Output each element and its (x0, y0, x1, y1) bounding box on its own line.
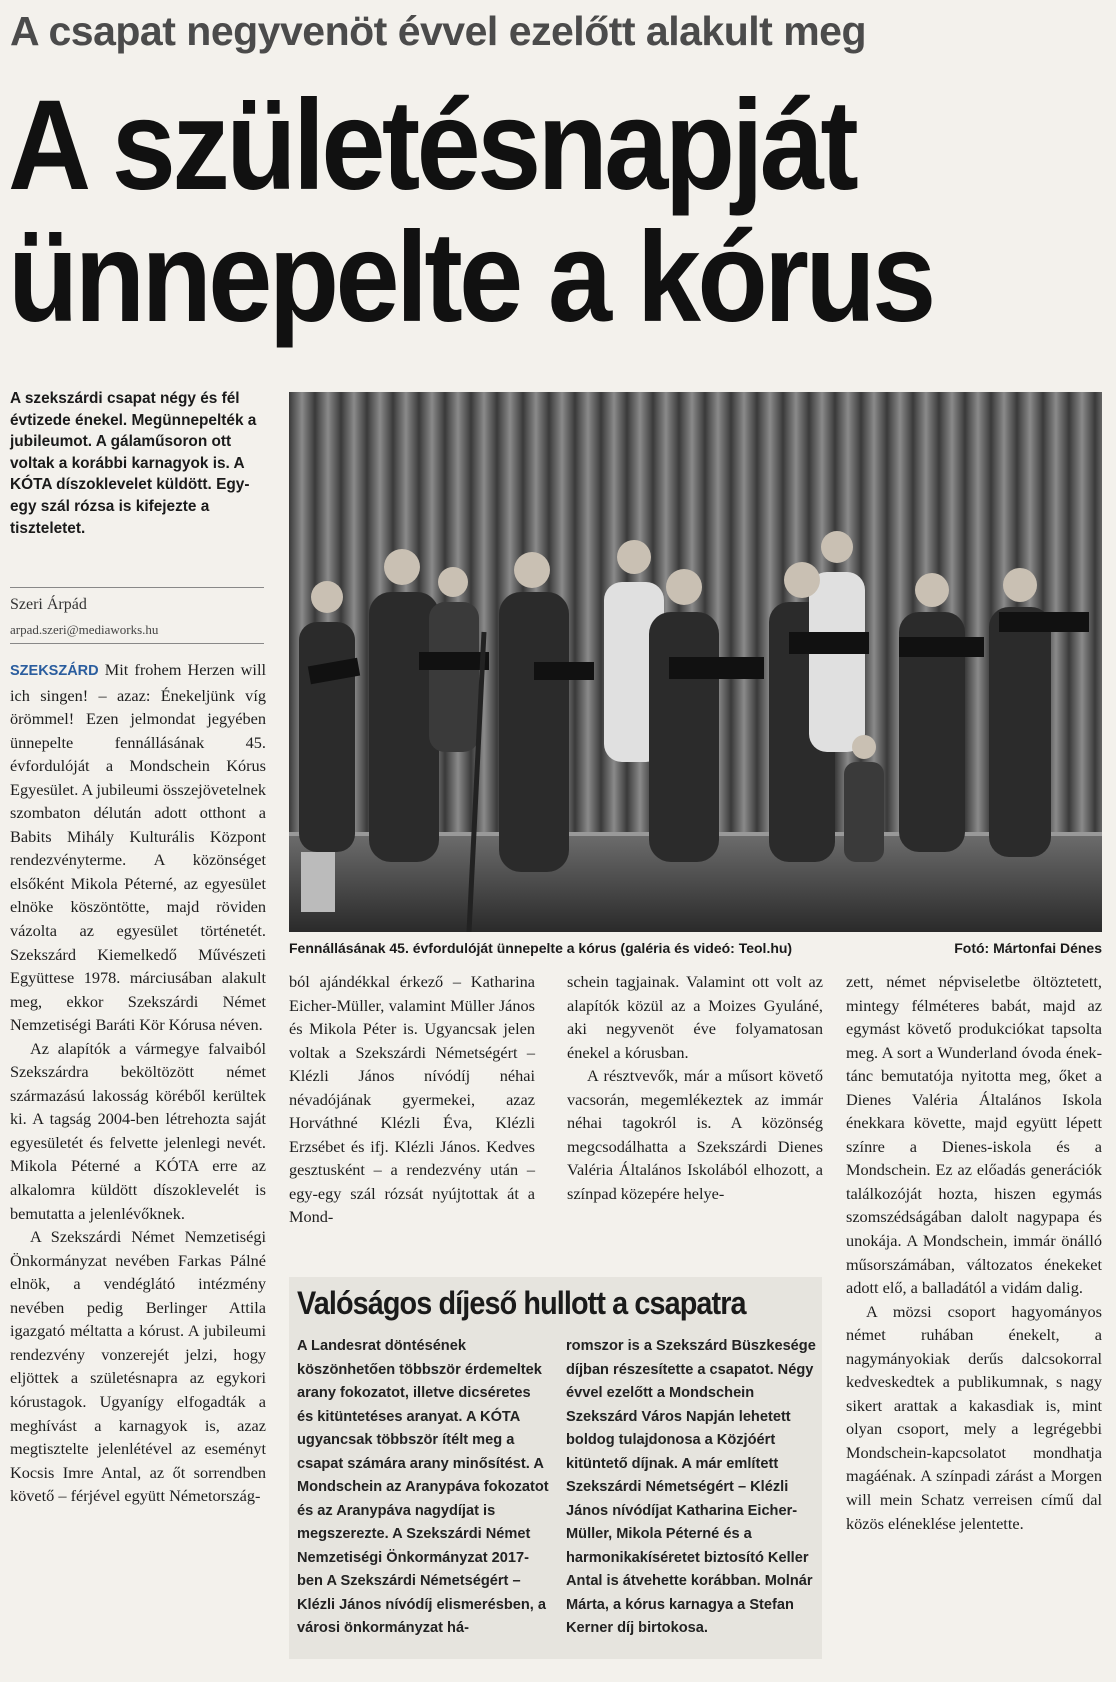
headline-line-2: ünnepelte a kórus (8, 206, 933, 349)
byline-email: arpad.szeri@mediaworks.hu (10, 622, 159, 637)
lead-paragraph: A szekszárdi csapat négy és fél évtizede énekel. Megünnepelték a jubileumot. A gálaműsoron ott voltak a korábbi karnagyok is. A KÓTA díszoklevelet küldött. Egy-egy szál rózsa is kifejezte a tiszteletet. (10, 390, 257, 537)
article-column-3 (567, 970, 823, 1205)
photo-caption-row (289, 940, 1102, 956)
article-paragraph: zett, német népviseletbe öltöztetett, mintegy félméteres babát, majd az egymást követő produkciókat tapsolta meg. A sort a Wunderland óvoda ének-tánc bemutatója nyitotta meg, őket a Dienes Valéria Általános Iskola énekkara követte, majd együtt lépett színre a Dienes-iskola és a Mondschein. Ez az előadás generációk találkozóját hozta, hiszen egymás szomszédságában dalolt nagypapa és unokája. A Mondschein, immár önálló műsorszámában, változatos énekeket adott elő, a balladától a vidám dalig. (846, 972, 1102, 1298)
kicker: A csapat negyvenöt évvel ezelőtt alakult meg (10, 8, 867, 54)
byline-name: Szeri Árpád (10, 596, 87, 613)
sidebar-title: Valóságos díjeső hullott a csapatra (297, 1285, 746, 1321)
sidebar-box (289, 1277, 822, 1659)
article-paragraph (10, 658, 266, 1037)
sidebar-column-2: romszor is a Szekszárd Büszkesége díjban részesítette a csapatot. Négy évvel ezelőtt a Mondschein Szekszárd Város Napján lehetett boldog tulajdonosa a Közjóért kitüntető díjnak. A már említett Szekszárdi Németségért – Klézli János nívódíjat Katharina Eicher-Müller, Mikola Péterné és a harmonikakíséretet biztosító Keller Antal is átvehette korábban. Molnár Márta, a kórus karnagya a Stefan Kerner díj birtokosa. (566, 1338, 816, 1636)
photo-credit: Fotó: Mártonfai Dénes (954, 940, 1102, 956)
byline-top-rule (10, 587, 264, 588)
article-paragraph: A mözsi csoport hagyományos német ruhában énekelt, a nagymányokiak derűs dalcsokorral kedveskedtek a publikumnak, s nagy sikert arattak a kakasdiak is, mint olyan csoport, mely a legrégebbi Mondschein-kapcsolatot mondhatja magáénak. A színpadi zárást a Morgen will mein Schatz verreisen című dal közös eléneklése jelentette. (846, 1301, 1102, 1533)
byline-bottom-rule (10, 643, 264, 644)
photo-caption: Fennállásának 45. évfordulóját ünnepelte a kórus (galéria és videó: Teol.hu) (289, 940, 793, 956)
choir-photo (289, 392, 1102, 932)
article-paragraph: schein tagjainak. Valamint ott volt az alapítók közül az a Moizes Gyuláné, aki negyvenöt éve folyamatosan énekel a kórusban. (567, 972, 823, 1062)
article-paragraph: A Szekszárdi Német Nemzetiségi Önkormányzat nevében Farkas Pálné elnök, a vendéglátó intézmény nevében pedig Berlinger Attila igazgató méltatta a kórust. A jubileumi rendezvény vonzerejét jelzi, hogy eljöttek a születésnapra az egykori kórustagok. Ugyanígy elfogadták a meghívást a karnagyok is, azaz megtisztelte jelenlétével az eseményt Kocsis Imre Antal, az őt sorrendben követő – férjével együtt Németország- (10, 1227, 266, 1506)
sidebar-column-1: A Landesrat döntésének köszönhetően többször érdemeltek arany fokozatot, illetve dicséretes és kitüntetéses aranyat. A KÓTA ugyancsak többször ítélt meg a csapat számára arany minősítést. A Mondschein az Aranypáva fokozatot és az Aranypáva nagydíjat is megszerezte. A Szekszárdi Német Nemzetiségi Önkormányzat 2017-ben A Szekszárdi Németségért – Klézli János nívódíj elismerésben, a városi önkormányzat há- (297, 1338, 549, 1636)
headline-line-1: A születésnapját (8, 74, 856, 217)
headline (8, 74, 989, 349)
article-column-2 (289, 970, 535, 1229)
article-paragraph-text: Mit frohem Herzen will ich singen! – azaz: Énekeljünk víg örömmel! Ezen jelmondat jegyében ünnepelte fennállásának 45. évfordulóját a Mondschein Kórus Egyesület. A jubileumi összejövetelnek szombaton délután adott otthont a Babits Mihály Kulturális Központ rendezvényterme. A közönséget elsőként Mikola Péterné, az egyesület elnöke köszöntötte, majd röviden vázolta az egyesület történetét. Szekszárd Kiemelkedő Művészeti Együttese 1978. márciusában alakult meg, ekkor Szekszárdi Német Nemzetiségi Baráti Kör Kórusa néven. (10, 660, 266, 1035)
article-column-1 (10, 658, 266, 1508)
article-paragraph: Az alapítók a vármegye falvaiból Szekszárdra beköltözött német származású lakosság köréből kerültek ki. A tagság 2004-ben létrehozta saját egyesületét és felvette jelenlegi nevét. Mikola Péterné a KÓTA erre az alkalomra küldött díszoklevelét is bemutatta a jelenlévőknek. (10, 1038, 266, 1223)
article-column-4 (846, 970, 1102, 1535)
dateline: SZEKSZÁRD (10, 663, 99, 679)
choir-photo-illustration (289, 392, 1102, 932)
article-paragraph: ból ajándékkal érkező – Katharina Eicher-Müller, valamint Müller János és Mikola Péter is. Ugyancsak jelen voltak a Szekszárdi Németségért – Klézli János nívódíj néhai névadójának gyermekei, azaz Horváthné Klézli Éva, Klézli Erzsébet és ifj. Klézli János. Kedves gesztusként – a rendezvény után – egy-egy szál rózsát nyújtottak át a Mond- (289, 972, 535, 1227)
article-paragraph: A résztvevők, már a műsort követő vacsorán, megemlékeztek az immár néhai tagokról is. A közönség megcsodálhatta a Szekszárdi Dienes Valéria Általános Iskolából elhozott, a színpad közepére helye- (567, 1066, 823, 1203)
